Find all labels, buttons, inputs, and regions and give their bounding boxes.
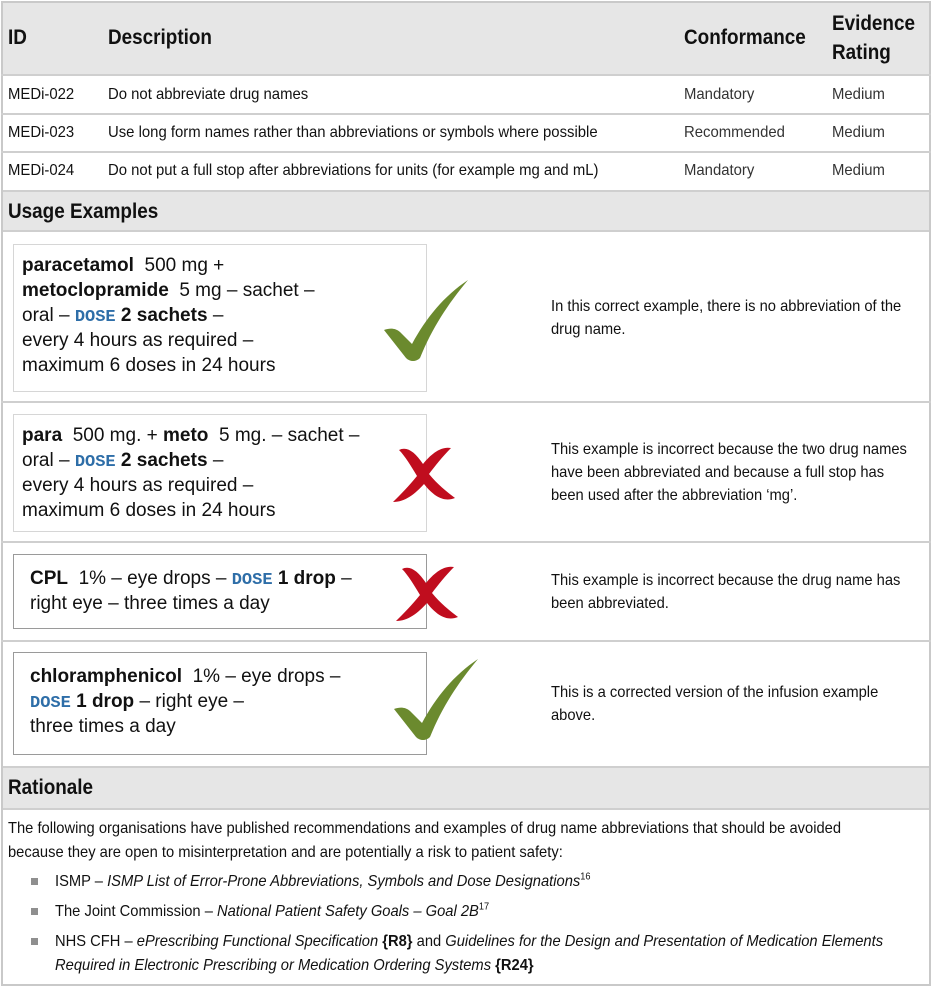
cross-icon <box>391 444 457 504</box>
row-2-evidence: Medium <box>832 124 885 141</box>
example-2-line-4: maximum 6 doses in 24 hours <box>22 500 276 521</box>
example-2-line-2: oral – DOSE 2 sachets – <box>22 450 224 472</box>
example-1-line-1: paracetamol 500 mg + <box>22 255 225 276</box>
divider <box>1 640 931 642</box>
divider <box>1 113 931 115</box>
row-3-evidence: Medium <box>832 162 885 179</box>
example-4-line-3: three times a day <box>30 716 176 737</box>
row-1-evidence: Medium <box>832 86 885 103</box>
bullet-icon <box>31 878 38 885</box>
example-1-line-2: metoclopramide 5 mg – sachet – <box>22 280 315 301</box>
column-header-description: Description <box>108 26 212 49</box>
example-2-explanation: This example is incorrect because the two drug names have been abbreviated and because a full stop has been used after the abbreviation ‘mg’. <box>551 441 907 504</box>
row-2-conformance: Recommended <box>684 124 785 141</box>
example-1-line-4: every 4 hours as required – <box>22 330 254 351</box>
example-3-line-2: right eye – three times a day <box>30 593 270 614</box>
example-1-line-5: maximum 6 doses in 24 hours <box>22 355 276 376</box>
rationale-header <box>3 766 929 810</box>
divider <box>1 541 931 543</box>
example-4-explanation: This is a corrected version of the infusion example above. <box>551 684 879 724</box>
divider <box>1 151 931 153</box>
example-2-line-1: para 500 mg. + meto 5 mg. – sachet – <box>22 425 360 446</box>
column-header-evidence-1: Evidence <box>832 12 915 35</box>
usage-examples-title: Usage Examples <box>8 200 159 223</box>
row-3-id: MEDi-024 <box>8 162 75 179</box>
check-icon <box>380 278 472 364</box>
rationale-bullet-2: The Joint Commission – National Patient Safety Goals – Goal $2B^{17}$ <box>55 901 490 920</box>
example-3-explanation: This example is incorrect because the drug name has been abbreviated. <box>551 572 901 612</box>
bullet-icon <box>31 908 38 915</box>
rationale-bullet-1: ISMP – ISMP List of Error-Prone Abbreviations, Symbols and Dose Designations$^{16}$ <box>55 871 591 890</box>
check-icon <box>390 657 482 743</box>
example-1-line-3: oral – DOSE 2 sachets – <box>22 305 224 327</box>
row-3-conformance: Mandatory <box>684 162 755 179</box>
example-2-line-3: every 4 hours as required – <box>22 475 254 496</box>
column-header-id: ID <box>8 26 27 49</box>
divider <box>1 401 931 403</box>
example-4-line-1: chloramphenicol 1% – eye drops – <box>30 666 341 687</box>
rationale-intro: The following organisations have published recommendations and examples of drug name abbreviations that should be avoided because they are open to misinterpretation and are potentially a risk to patient safety: <box>8 820 842 861</box>
row-1-conformance: Mandatory <box>684 86 755 103</box>
column-header-evidence-2: Rating <box>832 41 891 64</box>
rationale-title: Rationale <box>8 776 94 799</box>
row-3-description: Do not put a full stop after abbreviations for units (for example mg and mL) <box>108 162 599 179</box>
example-1-explanation: In this correct example, there is no abbreviation of the drug name. <box>551 298 902 338</box>
row-2-id: MEDi-023 <box>8 124 75 141</box>
bullet-icon <box>31 938 38 945</box>
rationale-bullet-3: NHS CFH – ePrescribing Functional Specification {R8} and Guidelines for the Design and Presentation of Medication Elements Required in Electronic Prescribing or Medication Ordering Systems {R24} <box>55 933 884 974</box>
example-3-line-1: CPL 1% – eye drops – DOSE 1 drop – <box>30 568 352 590</box>
cross-icon <box>394 563 460 623</box>
divider <box>1 74 931 76</box>
row-1-id: MEDi-022 <box>8 86 75 103</box>
column-header-conformance: Conformance <box>684 26 806 49</box>
example-4-line-2: DOSE 1 drop – right eye – <box>30 691 245 713</box>
row-1-description: Do not abbreviate drug names <box>108 86 309 103</box>
row-2-description: Use long form names rather than abbreviations or symbols where possible <box>108 124 598 141</box>
